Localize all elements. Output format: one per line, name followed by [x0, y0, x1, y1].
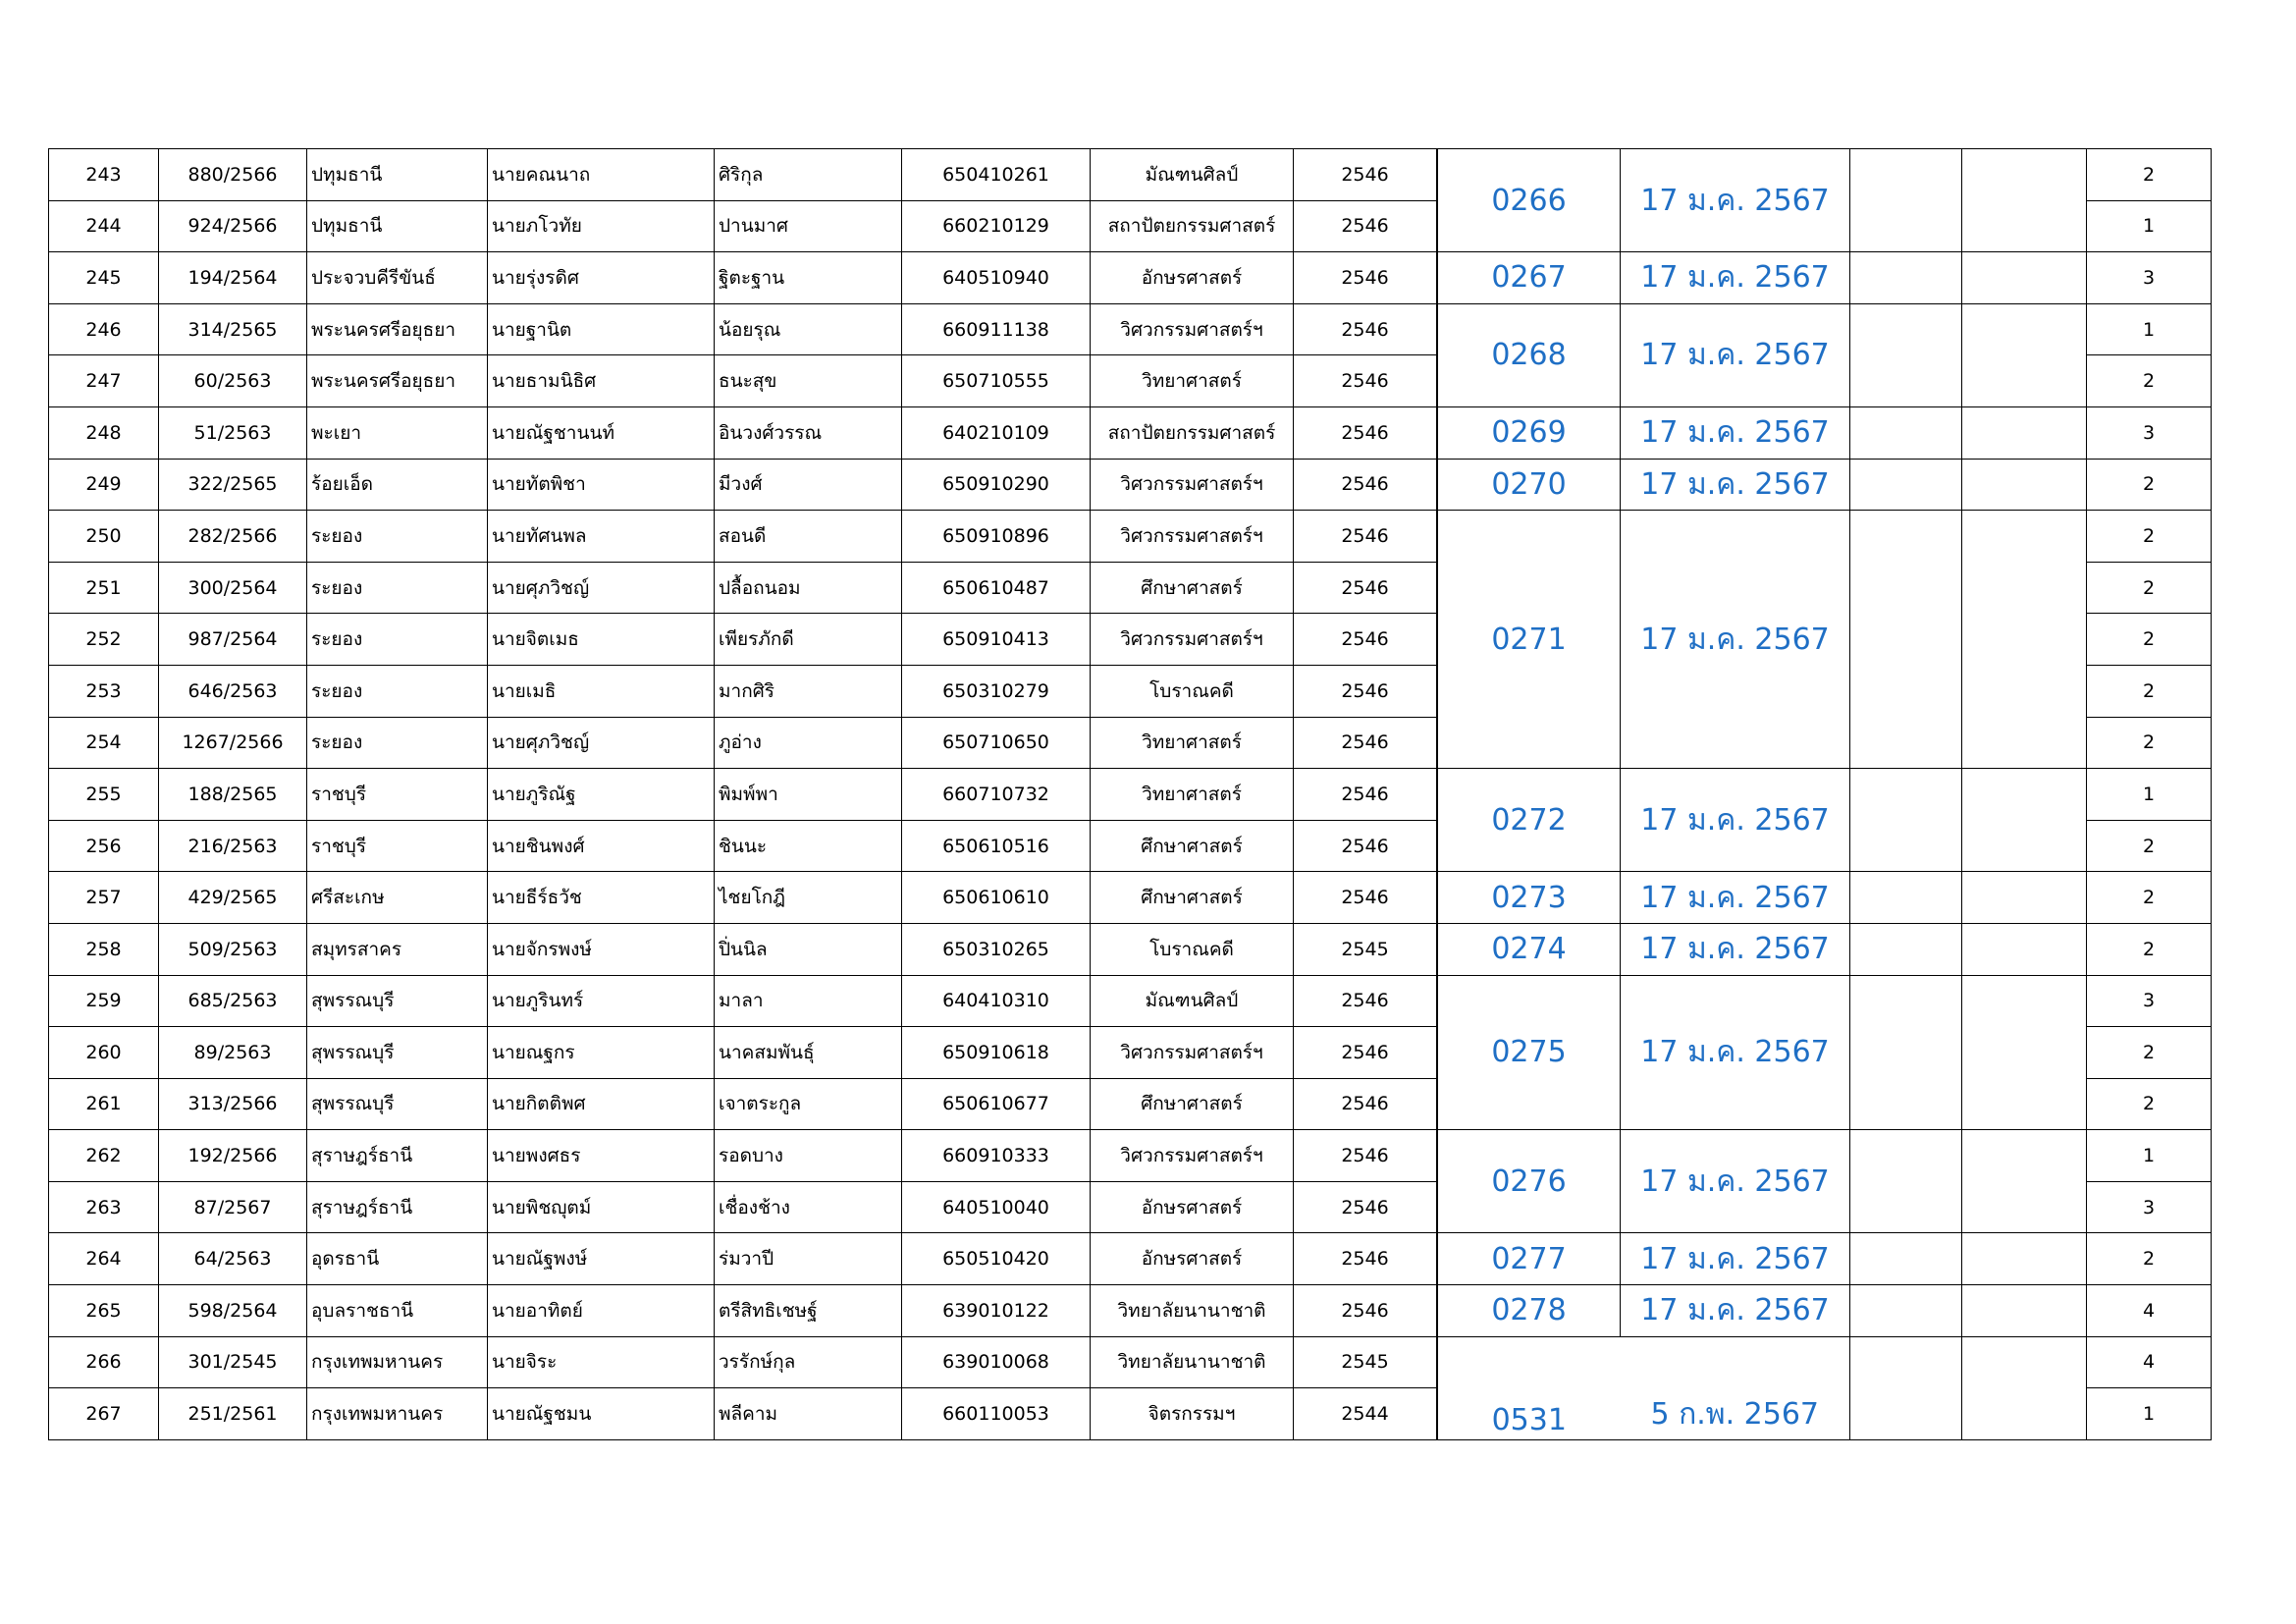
birth-year-cell: 2546 [1294, 1233, 1438, 1285]
first-name-cell: นายชินพงศ์ [488, 820, 715, 872]
issue-date-cell: 17 ม.ค. 2567 [1621, 406, 1850, 459]
row-number-cell: 265 [49, 1285, 159, 1337]
reference-number-cell: 322/2565 [159, 459, 307, 511]
first-name-cell: นายคณนาถ [488, 149, 715, 201]
first-name-cell: นายพงศธร [488, 1130, 715, 1182]
student-id-cell: 650910896 [902, 511, 1091, 563]
row-number-cell: 246 [49, 303, 159, 355]
reference-number-cell: 924/2566 [159, 200, 307, 252]
count-cell: 2 [2087, 511, 2212, 563]
reference-number-cell: 188/2565 [159, 769, 307, 821]
first-name-cell: นายณัฐชมน [488, 1388, 715, 1440]
last-name-cell: ธนะสุข [715, 355, 902, 407]
faculty-cell: โบราณคดี [1091, 665, 1294, 717]
last-name-cell: ศิริกุล [715, 149, 902, 201]
count-cell: 3 [2087, 1181, 2212, 1233]
last-name-cell: อินวงศ์วรรณ [715, 406, 902, 459]
blank-cell [1850, 1285, 1962, 1337]
first-name-cell: นายรุ่งรดิศ [488, 252, 715, 304]
table-row [49, 1130, 2212, 1182]
blank-cell [1962, 303, 2087, 406]
issue-date-cell: 17 ม.ค. 2567 [1621, 1285, 1850, 1337]
table-row [49, 1336, 2212, 1388]
reference-number-cell: 987/2564 [159, 614, 307, 666]
last-name-cell: ร่มวาปี [715, 1233, 902, 1285]
birth-year-cell: 2546 [1294, 200, 1438, 252]
student-id-cell: 650610516 [902, 820, 1091, 872]
count-cell: 2 [2087, 717, 2212, 769]
last-name-cell: ปลื้อถนอม [715, 562, 902, 614]
blank-cell [1962, 459, 2087, 511]
row-number-cell: 252 [49, 614, 159, 666]
reference-number-cell: 60/2563 [159, 355, 307, 407]
last-name-cell: ตรีสิทธิเชษฐ์ [715, 1285, 902, 1337]
first-name-cell: นายณัฐชานนท์ [488, 406, 715, 459]
faculty-cell: อักษรศาสตร์ [1091, 1181, 1294, 1233]
reference-number-cell: 216/2563 [159, 820, 307, 872]
last-name-cell: ไชยโกฎี [715, 872, 902, 924]
document-number-cell: 0276 [1437, 1130, 1621, 1233]
reference-number-cell: 51/2563 [159, 406, 307, 459]
faculty-cell: วิศวกรรมศาสตร์ฯ [1091, 1027, 1294, 1079]
issue-date-cell: 17 ม.ค. 2567 [1621, 303, 1850, 406]
row-number-cell: 253 [49, 665, 159, 717]
document-number-cell: 0278 [1437, 1285, 1621, 1337]
province-cell: ระยอง [307, 511, 488, 563]
province-cell: สมุทรสาคร [307, 923, 488, 975]
birth-year-cell: 2546 [1294, 820, 1438, 872]
last-name-cell: ภูอ่าง [715, 717, 902, 769]
faculty-cell: ศึกษาศาสตร์ [1091, 872, 1294, 924]
table-row [49, 252, 2212, 304]
student-id-cell: 639010122 [902, 1285, 1091, 1337]
student-id-cell: 650710650 [902, 717, 1091, 769]
row-number-cell: 264 [49, 1233, 159, 1285]
birth-year-cell: 2546 [1294, 355, 1438, 407]
first-name-cell: นายธีร์ธวัช [488, 872, 715, 924]
reference-number-cell: 282/2566 [159, 511, 307, 563]
count-cell: 2 [2087, 459, 2212, 511]
reference-number-cell: 509/2563 [159, 923, 307, 975]
province-cell: พระนครศรีอยุธยา [307, 303, 488, 355]
student-id-cell: 650910290 [902, 459, 1091, 511]
row-number-cell: 250 [49, 511, 159, 563]
row-number-cell: 244 [49, 200, 159, 252]
province-cell: กรุงเทพมหานคร [307, 1336, 488, 1388]
count-cell: 1 [2087, 1388, 2212, 1440]
table-row [49, 1233, 2212, 1285]
issue-date-cell: 17 ม.ค. 2567 [1621, 1233, 1850, 1285]
faculty-cell: วิศวกรรมศาสตร์ฯ [1091, 303, 1294, 355]
birth-year-cell: 2546 [1294, 975, 1438, 1027]
table-row [49, 872, 2212, 924]
document-number-cell: 0531 [1437, 1336, 1621, 1439]
province-cell: สุราษฎร์ธานี [307, 1181, 488, 1233]
last-name-cell: เจาตระกูล [715, 1078, 902, 1130]
faculty-cell: วิทยาลัยนานาชาติ [1091, 1336, 1294, 1388]
document-number-cell: 0272 [1437, 769, 1621, 872]
student-id-cell: 660710732 [902, 769, 1091, 821]
row-number-cell: 262 [49, 1130, 159, 1182]
province-cell: สุพรรณบุรี [307, 1027, 488, 1079]
row-number-cell: 248 [49, 406, 159, 459]
records-table [48, 148, 2212, 1440]
blank-cell [1962, 1130, 2087, 1233]
birth-year-cell: 2546 [1294, 1181, 1438, 1233]
count-cell: 1 [2087, 200, 2212, 252]
first-name-cell: นายทัศนพล [488, 511, 715, 563]
province-cell: ปทุมธานี [307, 149, 488, 201]
province-cell: ปทุมธานี [307, 200, 488, 252]
row-number-cell: 260 [49, 1027, 159, 1079]
blank-cell [1850, 511, 1962, 769]
blank-cell [1850, 1336, 1962, 1439]
faculty-cell: วิทยาลัยนานาชาติ [1091, 1285, 1294, 1337]
count-cell: 2 [2087, 1078, 2212, 1130]
faculty-cell: จิตรกรรมฯ [1091, 1388, 1294, 1440]
first-name-cell: นายฐานิต [488, 303, 715, 355]
reference-number-cell: 251/2561 [159, 1388, 307, 1440]
faculty-cell: ศึกษาศาสตร์ [1091, 1078, 1294, 1130]
faculty-cell: โบราณคดี [1091, 923, 1294, 975]
first-name-cell: นายกิตติพศ [488, 1078, 715, 1130]
table-row [49, 975, 2212, 1027]
birth-year-cell: 2546 [1294, 872, 1438, 924]
first-name-cell: นายทัตพิชา [488, 459, 715, 511]
blank-cell [1962, 511, 2087, 769]
blank-cell [1962, 769, 2087, 872]
student-id-cell: 650410261 [902, 149, 1091, 201]
faculty-cell: ศึกษาศาสตร์ [1091, 562, 1294, 614]
blank-cell [1962, 1336, 2087, 1439]
student-id-cell: 640510940 [902, 252, 1091, 304]
blank-cell [1850, 406, 1962, 459]
last-name-cell: เชื่องช้าง [715, 1181, 902, 1233]
reference-number-cell: 646/2563 [159, 665, 307, 717]
count-cell: 2 [2087, 1027, 2212, 1079]
issue-date-cell: 17 ม.ค. 2567 [1621, 769, 1850, 872]
issue-date-cell: 17 ม.ค. 2567 [1621, 923, 1850, 975]
faculty-cell: อักษรศาสตร์ [1091, 1233, 1294, 1285]
student-id-cell: 650710555 [902, 355, 1091, 407]
blank-cell [1850, 923, 1962, 975]
blank-cell [1850, 252, 1962, 304]
province-cell: กรุงเทพมหานคร [307, 1388, 488, 1440]
first-name-cell: นายเมธิ [488, 665, 715, 717]
blank-cell [1962, 1285, 2087, 1337]
document-number-cell: 0269 [1437, 406, 1621, 459]
student-id-cell: 640210109 [902, 406, 1091, 459]
province-cell: ระยอง [307, 614, 488, 666]
blank-cell [1850, 459, 1962, 511]
reference-number-cell: 87/2567 [159, 1181, 307, 1233]
province-cell: ร้อยเอ็ด [307, 459, 488, 511]
birth-year-cell: 2546 [1294, 562, 1438, 614]
last-name-cell: รอดบาง [715, 1130, 902, 1182]
first-name-cell: นายจิตเมธ [488, 614, 715, 666]
last-name-cell: มีวงศ์ [715, 459, 902, 511]
birth-year-cell: 2546 [1294, 459, 1438, 511]
birth-year-cell: 2545 [1294, 923, 1438, 975]
last-name-cell: มากศิริ [715, 665, 902, 717]
document-number-cell: 0267 [1437, 252, 1621, 304]
province-cell: ราชบุรี [307, 769, 488, 821]
row-number-cell: 259 [49, 975, 159, 1027]
count-cell: 2 [2087, 1233, 2212, 1285]
birth-year-cell: 2545 [1294, 1336, 1438, 1388]
reference-number-cell: 880/2566 [159, 149, 307, 201]
row-number-cell: 257 [49, 872, 159, 924]
province-cell: สุราษฎร์ธานี [307, 1130, 488, 1182]
first-name-cell: นายอาทิตย์ [488, 1285, 715, 1337]
birth-year-cell: 2546 [1294, 406, 1438, 459]
blank-cell [1962, 1233, 2087, 1285]
row-number-cell: 258 [49, 923, 159, 975]
province-cell: อุดรธานี [307, 1233, 488, 1285]
first-name-cell: นายจักรพงษ์ [488, 923, 715, 975]
count-cell: 1 [2087, 769, 2212, 821]
student-id-cell: 660911138 [902, 303, 1091, 355]
blank-cell [1962, 923, 2087, 975]
blank-cell [1850, 872, 1962, 924]
blank-cell [1962, 252, 2087, 304]
birth-year-cell: 2546 [1294, 149, 1438, 201]
province-cell: พะเยา [307, 406, 488, 459]
last-name-cell: พลีคาม [715, 1388, 902, 1440]
faculty-cell: ศึกษาศาสตร์ [1091, 820, 1294, 872]
blank-cell [1850, 1233, 1962, 1285]
table-row [49, 406, 2212, 459]
count-cell: 2 [2087, 149, 2212, 201]
reference-number-cell: 194/2564 [159, 252, 307, 304]
count-cell: 1 [2087, 1130, 2212, 1182]
count-cell: 2 [2087, 355, 2212, 407]
reference-number-cell: 314/2565 [159, 303, 307, 355]
birth-year-cell: 2546 [1294, 665, 1438, 717]
first-name-cell: นายธามนิธิศ [488, 355, 715, 407]
row-number-cell: 261 [49, 1078, 159, 1130]
first-name-cell: นายภูรินทร์ [488, 975, 715, 1027]
issue-date-cell: 17 ม.ค. 2567 [1621, 511, 1850, 769]
count-cell: 2 [2087, 665, 2212, 717]
records-table-body [49, 149, 2212, 1440]
last-name-cell: น้อยรุณ [715, 303, 902, 355]
blank-cell [1962, 975, 2087, 1130]
birth-year-cell: 2546 [1294, 511, 1438, 563]
row-number-cell: 243 [49, 149, 159, 201]
province-cell: สุพรรณบุรี [307, 1078, 488, 1130]
issue-date-cell: 17 ม.ค. 2567 [1621, 252, 1850, 304]
birth-year-cell: 2546 [1294, 614, 1438, 666]
birth-year-cell: 2544 [1294, 1388, 1438, 1440]
blank-cell [1850, 303, 1962, 406]
faculty-cell: มัณฑนศิลป์ [1091, 149, 1294, 201]
faculty-cell: วิทยาศาสตร์ [1091, 769, 1294, 821]
faculty-cell: วิศวกรรมศาสตร์ฯ [1091, 1130, 1294, 1182]
last-name-cell: มาลา [715, 975, 902, 1027]
blank-cell [1850, 769, 1962, 872]
faculty-cell: วิทยาศาสตร์ [1091, 717, 1294, 769]
count-cell: 2 [2087, 562, 2212, 614]
document-number-cell: 0271 [1437, 511, 1621, 769]
province-cell: สุพรรณบุรี [307, 975, 488, 1027]
student-id-cell: 660910333 [902, 1130, 1091, 1182]
blank-cell [1850, 149, 1962, 252]
birth-year-cell: 2546 [1294, 1285, 1438, 1337]
document-number-cell: 0277 [1437, 1233, 1621, 1285]
reference-number-cell: 429/2565 [159, 872, 307, 924]
faculty-cell: สถาปัตยกรรมศาสตร์ [1091, 200, 1294, 252]
faculty-cell: อักษรศาสตร์ [1091, 252, 1294, 304]
last-name-cell: ฐิตะฐาน [715, 252, 902, 304]
student-id-cell: 650910413 [902, 614, 1091, 666]
issue-date-cell: 5 ก.พ. 2567 [1621, 1336, 1850, 1439]
document-number-cell: 0266 [1437, 149, 1621, 252]
row-number-cell: 267 [49, 1388, 159, 1440]
count-cell: 4 [2087, 1285, 2212, 1337]
first-name-cell: นายภูริณัฐ [488, 769, 715, 821]
faculty-cell: วิศวกรรมศาสตร์ฯ [1091, 511, 1294, 563]
last-name-cell: วรรักษ์กุล [715, 1336, 902, 1388]
count-cell: 3 [2087, 975, 2212, 1027]
table-row [49, 511, 2212, 563]
birth-year-cell: 2546 [1294, 769, 1438, 821]
last-name-cell: สอนดี [715, 511, 902, 563]
table-row [49, 303, 2212, 355]
first-name-cell: นายพิชญุตม์ [488, 1181, 715, 1233]
student-id-cell: 660210129 [902, 200, 1091, 252]
table-row [49, 459, 2212, 511]
first-name-cell: นายณฐกร [488, 1027, 715, 1079]
last-name-cell: ปานมาศ [715, 200, 902, 252]
count-cell: 4 [2087, 1336, 2212, 1388]
row-number-cell: 255 [49, 769, 159, 821]
student-id-cell: 650310279 [902, 665, 1091, 717]
count-cell: 2 [2087, 923, 2212, 975]
province-cell: ระยอง [307, 562, 488, 614]
birth-year-cell: 2546 [1294, 252, 1438, 304]
birth-year-cell: 2546 [1294, 717, 1438, 769]
issue-date-cell: 17 ม.ค. 2567 [1621, 459, 1850, 511]
document-number-cell: 0275 [1437, 975, 1621, 1130]
table-row [49, 149, 2212, 201]
document-number-cell: 0274 [1437, 923, 1621, 975]
last-name-cell: นาคสมพันธุ์ [715, 1027, 902, 1079]
reference-number-cell: 300/2564 [159, 562, 307, 614]
blank-cell [1850, 1130, 1962, 1233]
first-name-cell: นายภโวทัย [488, 200, 715, 252]
reference-number-cell: 64/2563 [159, 1233, 307, 1285]
document-number-cell: 0270 [1437, 459, 1621, 511]
row-number-cell: 245 [49, 252, 159, 304]
blank-cell [1850, 975, 1962, 1130]
issue-date-cell: 17 ม.ค. 2567 [1621, 1130, 1850, 1233]
faculty-cell: วิศวกรรมศาสตร์ฯ [1091, 614, 1294, 666]
birth-year-cell: 2546 [1294, 1078, 1438, 1130]
faculty-cell: มัณฑนศิลป์ [1091, 975, 1294, 1027]
last-name-cell: ชินนะ [715, 820, 902, 872]
birth-year-cell: 2546 [1294, 1130, 1438, 1182]
row-number-cell: 247 [49, 355, 159, 407]
faculty-cell: สถาปัตยกรรมศาสตร์ [1091, 406, 1294, 459]
blank-cell [1962, 872, 2087, 924]
count-cell: 1 [2087, 303, 2212, 355]
document-number-cell: 0273 [1437, 872, 1621, 924]
province-cell: พระนครศรีอยุธยา [307, 355, 488, 407]
reference-number-cell: 598/2564 [159, 1285, 307, 1337]
reference-number-cell: 313/2566 [159, 1078, 307, 1130]
row-number-cell: 266 [49, 1336, 159, 1388]
student-id-cell: 650910618 [902, 1027, 1091, 1079]
reference-number-cell: 1267/2566 [159, 717, 307, 769]
student-id-cell: 639010068 [902, 1336, 1091, 1388]
faculty-cell: วิทยาศาสตร์ [1091, 355, 1294, 407]
last-name-cell: เพียรภักดี [715, 614, 902, 666]
issue-date-cell: 17 ม.ค. 2567 [1621, 149, 1850, 252]
count-cell: 3 [2087, 252, 2212, 304]
last-name-cell: พิมพ์พา [715, 769, 902, 821]
row-number-cell: 263 [49, 1181, 159, 1233]
first-name-cell: นายณัฐพงษ์ [488, 1233, 715, 1285]
reference-number-cell: 192/2566 [159, 1130, 307, 1182]
issue-date-cell: 17 ม.ค. 2567 [1621, 975, 1850, 1130]
table-row [49, 1285, 2212, 1337]
student-id-cell: 650610677 [902, 1078, 1091, 1130]
province-cell: ราชบุรี [307, 820, 488, 872]
first-name-cell: นายจิระ [488, 1336, 715, 1388]
count-cell: 2 [2087, 820, 2212, 872]
student-id-cell: 660110053 [902, 1388, 1091, 1440]
row-number-cell: 254 [49, 717, 159, 769]
count-cell: 2 [2087, 614, 2212, 666]
first-name-cell: นายศุภวิชญ์ [488, 717, 715, 769]
row-number-cell: 249 [49, 459, 159, 511]
reference-number-cell: 89/2563 [159, 1027, 307, 1079]
reference-number-cell: 301/2545 [159, 1336, 307, 1388]
student-id-cell: 640510040 [902, 1181, 1091, 1233]
student-id-cell: 650310265 [902, 923, 1091, 975]
student-id-cell: 650610610 [902, 872, 1091, 924]
table-row [49, 769, 2212, 821]
issue-date-cell: 17 ม.ค. 2567 [1621, 872, 1850, 924]
row-number-cell: 256 [49, 820, 159, 872]
document-number-cell: 0268 [1437, 303, 1621, 406]
student-id-cell: 650610487 [902, 562, 1091, 614]
birth-year-cell: 2546 [1294, 1027, 1438, 1079]
province-cell: อุบลราชธานี [307, 1285, 488, 1337]
blank-cell [1962, 406, 2087, 459]
province-cell: ศรีสะเกษ [307, 872, 488, 924]
first-name-cell: นายศุภวิชญ์ [488, 562, 715, 614]
faculty-cell: วิศวกรรมศาสตร์ฯ [1091, 459, 1294, 511]
count-cell: 2 [2087, 872, 2212, 924]
count-cell: 3 [2087, 406, 2212, 459]
last-name-cell: ปิ่นนิล [715, 923, 902, 975]
student-id-cell: 650510420 [902, 1233, 1091, 1285]
reference-number-cell: 685/2563 [159, 975, 307, 1027]
province-cell: ระยอง [307, 717, 488, 769]
province-cell: ประจวบคีรีขันธ์ [307, 252, 488, 304]
province-cell: ระยอง [307, 665, 488, 717]
table-row [49, 923, 2212, 975]
row-number-cell: 251 [49, 562, 159, 614]
birth-year-cell: 2546 [1294, 303, 1438, 355]
student-id-cell: 640410310 [902, 975, 1091, 1027]
blank-cell [1962, 149, 2087, 252]
